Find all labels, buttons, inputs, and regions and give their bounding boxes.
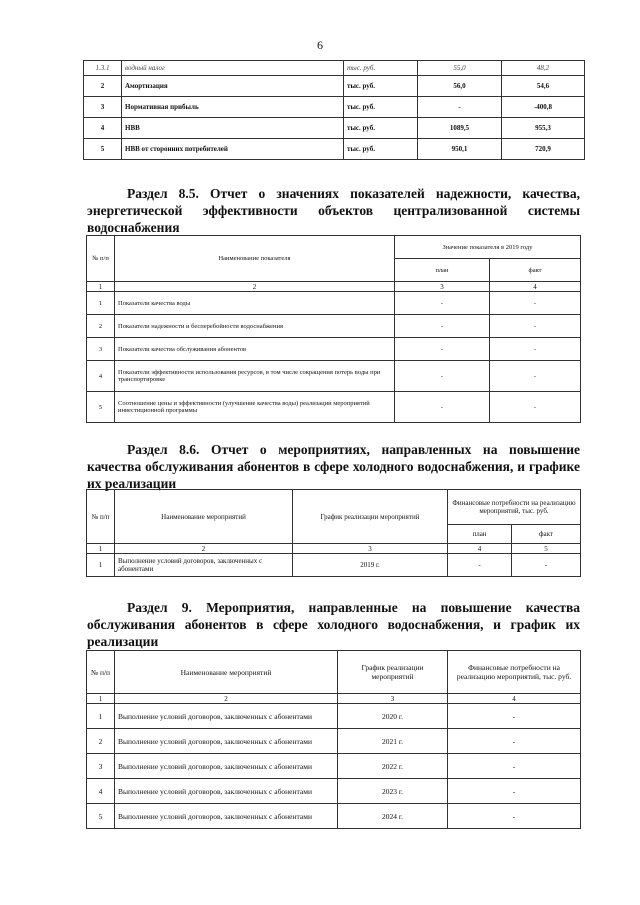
- row-unit: тыс. руб.: [344, 61, 418, 76]
- row-finance: -: [448, 754, 581, 779]
- table-row: [84, 61, 585, 76]
- row-unit: тыс. руб.: [344, 97, 418, 118]
- table-header-row: [87, 490, 581, 525]
- row-fact: -: [490, 361, 581, 392]
- column-index: 4: [448, 694, 581, 704]
- row-number: 3: [87, 338, 115, 361]
- table-row: [87, 392, 581, 423]
- row-number: 5: [87, 804, 115, 829]
- column-index: 3: [293, 544, 448, 554]
- table-row: [87, 779, 581, 804]
- column-index-row: [87, 544, 581, 554]
- col-schedule-header: График реализации мероприятий: [338, 651, 448, 694]
- row-name: Показатели надежности и бесперебойности водоснабжения: [115, 315, 395, 338]
- row-name: Показатели эффективности использования ресурсов, в том числе сокращения потерь воды при транспортировке: [115, 361, 395, 392]
- row-unit: тыс. руб.: [344, 76, 418, 97]
- row-schedule: 2019 г.: [293, 554, 448, 577]
- row-plan: 55,0: [418, 61, 502, 76]
- column-index-row: [87, 694, 581, 704]
- row-plan: -: [395, 392, 490, 423]
- row-name: Нормативная прибыль: [122, 97, 344, 118]
- row-number: 5: [84, 139, 122, 160]
- row-plan: -: [395, 315, 490, 338]
- table-row: [84, 139, 585, 160]
- row-plan: -: [395, 361, 490, 392]
- row-fact: -400,8: [502, 97, 585, 118]
- row-number: 1: [87, 704, 115, 729]
- page-number: 6: [317, 38, 323, 52]
- row-finance: -: [448, 704, 581, 729]
- table-row: [84, 118, 585, 139]
- row-name: НВВ: [122, 118, 344, 139]
- col-name-header: Наименование мероприятий: [115, 651, 338, 694]
- table-header-row: [87, 651, 581, 694]
- row-number: 3: [84, 97, 122, 118]
- row-plan: -: [395, 292, 490, 315]
- row-name: Выполнение условий договоров, заключенных с абонентами: [115, 729, 338, 754]
- row-fact: -: [512, 554, 581, 577]
- financial-table: [83, 60, 585, 160]
- row-plan: -: [395, 338, 490, 361]
- column-index: 2: [115, 544, 293, 554]
- table-row: [87, 804, 581, 829]
- table-row: [87, 704, 581, 729]
- table-row: [84, 97, 585, 118]
- row-name: Показатели качества воды: [115, 292, 395, 315]
- measures-report-table: [86, 489, 581, 577]
- row-number: 5: [87, 392, 115, 423]
- section-9-heading: Раздел 9. Мероприятия, направленные на повышение качества обслуживания абонентов в сфере холодного водоснабжения, и график их реализации: [87, 600, 580, 649]
- column-index: 1: [87, 694, 115, 704]
- row-plan: -: [448, 554, 512, 577]
- table-row: [87, 338, 581, 361]
- row-finance: -: [448, 804, 581, 829]
- row-schedule: 2024 г.: [338, 804, 448, 829]
- col-plan-header: план: [395, 259, 490, 282]
- row-fact: -: [490, 392, 581, 423]
- table-row: [87, 754, 581, 779]
- measures-plan-table: [86, 650, 581, 829]
- row-fact: 955,3: [502, 118, 585, 139]
- column-index: 4: [448, 544, 512, 554]
- row-number: 1.3.1: [84, 61, 122, 76]
- row-fact: 48,2: [502, 61, 585, 76]
- row-finance: -: [448, 779, 581, 804]
- row-schedule: 2022 г.: [338, 754, 448, 779]
- row-number: 4: [87, 361, 115, 392]
- row-fact: -: [490, 292, 581, 315]
- row-plan: 950,1: [418, 139, 502, 160]
- col-name-header: Наименование мероприятий: [115, 490, 293, 544]
- row-name: НВВ от сторонних потребителей: [122, 139, 344, 160]
- table-row: [87, 361, 581, 392]
- column-index: 3: [338, 694, 448, 704]
- row-name: водный налог: [122, 61, 344, 76]
- row-number: 3: [87, 754, 115, 779]
- row-number: 4: [84, 118, 122, 139]
- row-plan: -: [418, 97, 502, 118]
- row-number: 2: [87, 315, 115, 338]
- row-name: Амортизация: [122, 76, 344, 97]
- col-num-header: № п/п: [87, 651, 115, 694]
- table-row: [87, 554, 581, 577]
- column-index: 5: [512, 544, 581, 554]
- row-finance: -: [448, 729, 581, 754]
- row-fact: 54,6: [502, 76, 585, 97]
- col-finance-header: Финансовые потребности на реализацию мероприятий, тыс. руб.: [448, 651, 581, 694]
- column-index-row: [87, 282, 581, 292]
- col-num-header: № п/п: [87, 236, 115, 282]
- row-plan: 56,0: [418, 76, 502, 97]
- row-name: Выполнение условий договоров, заключенных с абонентами: [115, 704, 338, 729]
- row-unit: тыс. руб.: [344, 139, 418, 160]
- table-row: [84, 76, 585, 97]
- row-name: Выполнение условий договоров, заключенных с абонентами: [115, 754, 338, 779]
- row-fact: -: [490, 338, 581, 361]
- row-number: 4: [87, 779, 115, 804]
- row-name: Выполнение условий договоров, заключенных с абонентами: [115, 554, 293, 577]
- row-name: Выполнение условий договоров, заключенных с абонентами: [115, 804, 338, 829]
- column-index: 2: [115, 694, 338, 704]
- col-num-header: № п/п: [87, 490, 115, 544]
- row-name: Выполнение условий договоров, заключенных с абонентами: [115, 779, 338, 804]
- table-row: [87, 315, 581, 338]
- column-index: 2: [115, 282, 395, 292]
- row-unit: тыс. руб.: [344, 118, 418, 139]
- row-number: 2: [87, 729, 115, 754]
- column-index: 4: [490, 282, 581, 292]
- row-fact: 720,9: [502, 139, 585, 160]
- row-schedule: 2020 г.: [338, 704, 448, 729]
- row-name: Показатели качества обслуживания абонентов: [115, 338, 395, 361]
- col-value-header: Значение показателя в 2019 году: [395, 236, 581, 259]
- row-name: Соотношение цены и эффективности (улучшение качества воды) реализации мероприятий инвестиционной программы: [115, 392, 395, 423]
- col-plan-header: план: [448, 525, 512, 544]
- column-index: 1: [87, 282, 115, 292]
- row-number: 2: [84, 76, 122, 97]
- row-schedule: 2021 г.: [338, 729, 448, 754]
- section-8-6-heading: Раздел 8.6. Отчет о мероприятиях, направленных на повышение качества обслуживания абонентов в сфере холодного водоснабжения, и графике их реализации: [87, 442, 580, 491]
- row-schedule: 2023 г.: [338, 779, 448, 804]
- table-row: [87, 729, 581, 754]
- column-index: 3: [395, 282, 490, 292]
- table-header-row: [87, 236, 581, 259]
- row-number: 1: [87, 554, 115, 577]
- col-schedule-header: График реализации мероприятий: [293, 490, 448, 544]
- col-finance-header: Финансовые потребности на реализацию мероприятий, тыс. руб.: [448, 490, 581, 525]
- column-index: 1: [87, 544, 115, 554]
- col-name-header: Наименование показателя: [115, 236, 395, 282]
- section-8-5-heading: Раздел 8.5. Отчет о значениях показателей надежности, качества, энергетической эффективности объектов централизованной системы водоснабжения: [87, 186, 580, 235]
- col-fact-header: факт: [512, 525, 581, 544]
- table-row: [87, 292, 581, 315]
- row-fact: -: [490, 315, 581, 338]
- row-plan: 1089,5: [418, 118, 502, 139]
- row-number: 1: [87, 292, 115, 315]
- col-fact-header: факт: [490, 259, 581, 282]
- indicators-table: [86, 235, 581, 423]
